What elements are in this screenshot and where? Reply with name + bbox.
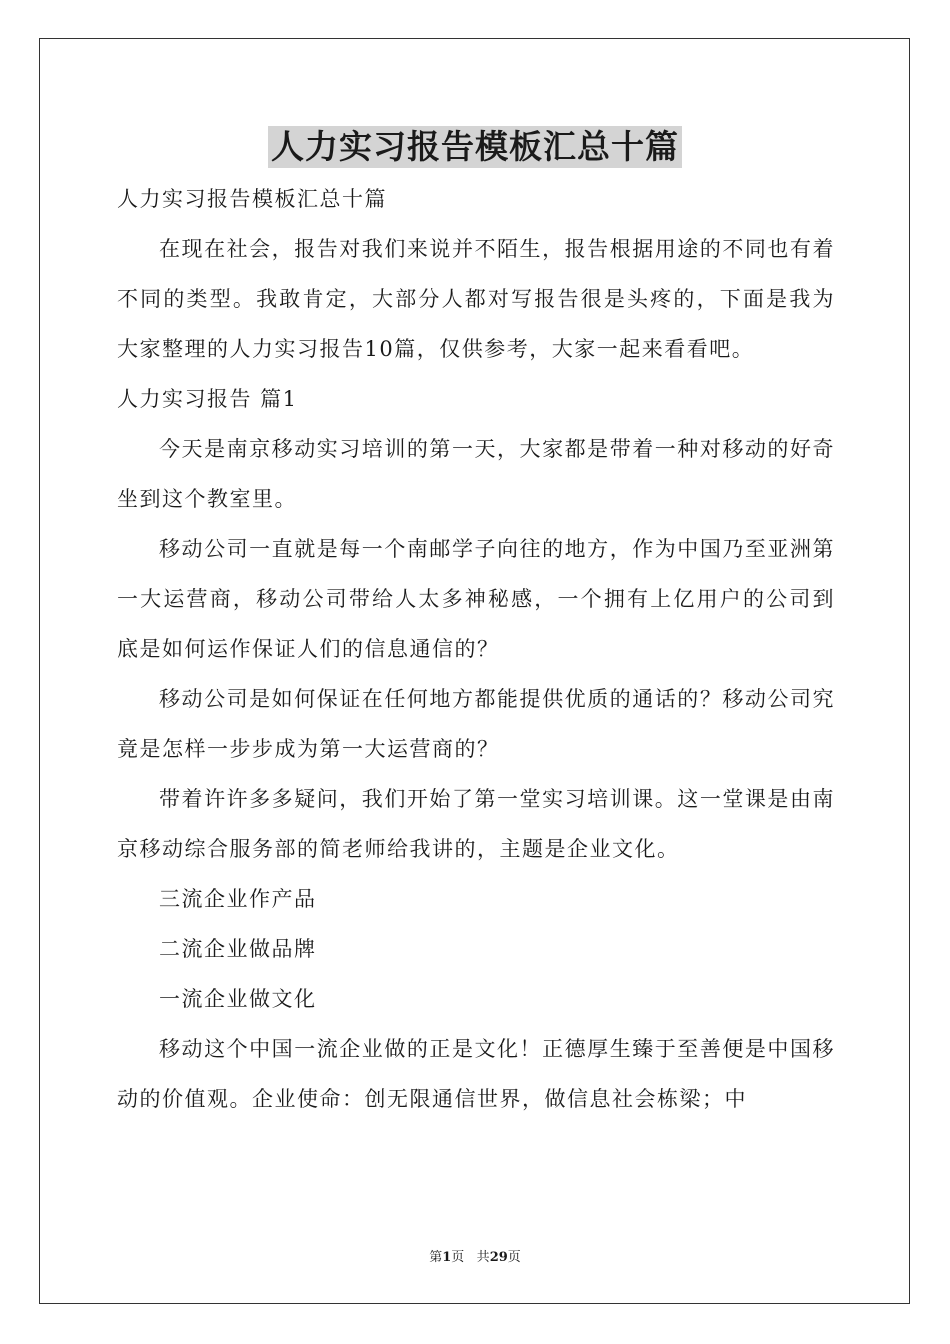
total-unit: 页 [507,1250,521,1265]
paragraph: 一流企业做文化 [159,987,317,1011]
page-total: 29 [489,1250,508,1265]
title-container [0,126,950,168]
page-current: 1 [442,1250,452,1265]
page-prefix: 第 [429,1250,443,1265]
paragraph: 在现在社会，报告对我们来说并不陌生，报告根据用途的不同也有着不同的类型。我敢肯定，大部分人都对写报告很是头疼的，下面是我为大家整理的人力实习报告10篇，仅供参考，大家一起来看看吧。 [117,237,835,361]
paragraph: 今天是南京移动实习培训的第一天，大家都是带着一种对移动的好奇坐到这个教室里。 [117,437,835,511]
paragraph: 三流企业作产品 [159,887,317,911]
page-unit: 页 [451,1250,465,1265]
paragraph: 移动公司一直就是每一个南邮学子向往的地方，作为中国乃至亚洲第一大运营商，移动公司带给人太多神秘感，一个拥有上亿用户的公司到底是如何运作保证人们的信息通信的？ [117,537,835,661]
page-footer [0,1246,950,1265]
paragraph: 移动这个中国一流企业做的正是文化！正德厚生臻于至善便是中国移动的价值观。企业使命：创无限通信世界，做信息社会栋梁；中 [117,1037,835,1111]
paragraph: 二流企业做品牌 [159,937,317,961]
paragraph: 移动公司是如何保证在任何地方都能提供优质的通话的？移动公司究竟是怎样一步步成为第一大运营商的？ [117,687,835,761]
total-prefix: 共 [476,1250,490,1265]
paragraph: 带着许许多多疑问，我们开始了第一堂实习培训课。这一堂课是由南京移动综合服务部的简老师给我讲的，主题是企业文化。 [117,787,835,861]
paragraph: 人力实习报告模板汇总十篇 [117,187,387,211]
document-body [117,174,835,1124]
document-title: 人力实习报告模板汇总十篇 [268,126,682,168]
section-heading: 人力实习报告 篇1 [117,387,298,411]
